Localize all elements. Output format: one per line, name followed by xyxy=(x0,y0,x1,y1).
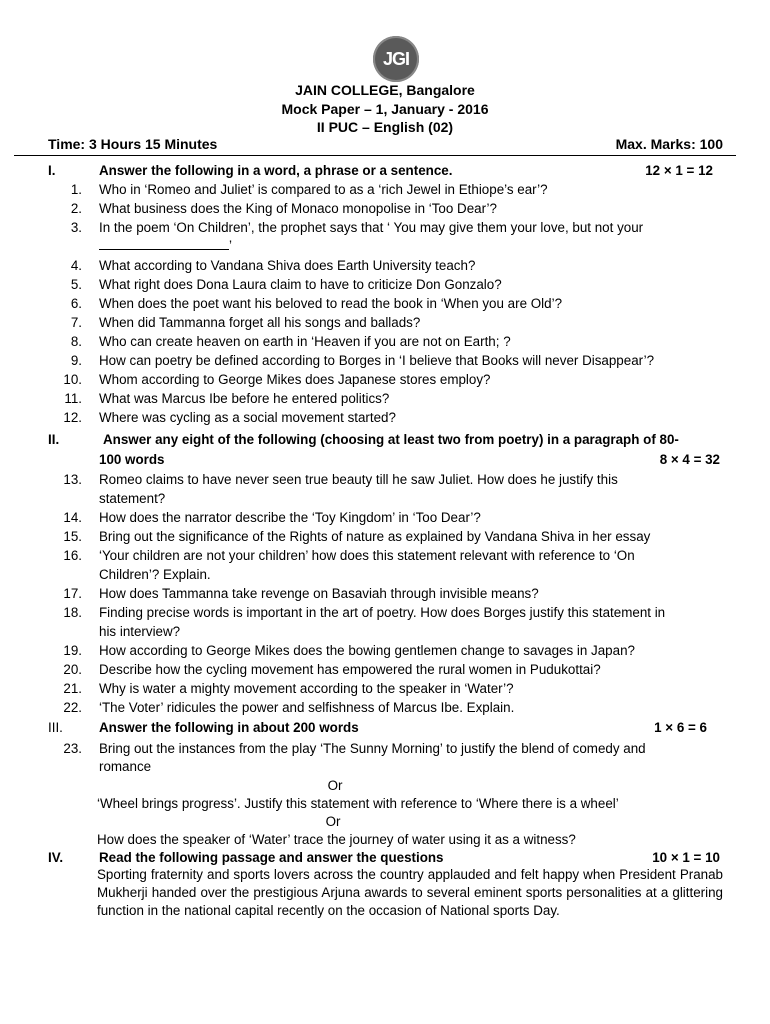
section-number: IV. xyxy=(48,850,64,865)
section-marks: 1 × 6 = 6 xyxy=(654,720,707,735)
question-number: 19. xyxy=(63,643,82,658)
question-row xyxy=(0,698,770,717)
section-number: II. xyxy=(48,432,60,447)
question-number: 20. xyxy=(63,662,82,677)
fill-blank xyxy=(99,237,229,250)
question-number: 3. xyxy=(70,220,82,235)
section-marks: 10 × 1 = 10 xyxy=(652,850,720,865)
question-number: 7. xyxy=(70,315,82,330)
question-row xyxy=(0,470,770,489)
question-text: What right does Dona Laura claim to have to criticize Don Gonzalo? xyxy=(99,277,502,292)
question-number: 18. xyxy=(63,605,82,620)
question-text: Where was cycling as a social movement started? xyxy=(99,410,396,425)
section-number: III. xyxy=(48,720,63,735)
question-number: 4. xyxy=(70,258,82,273)
or-label: Or xyxy=(327,778,343,793)
question-text: ‘The Voter’ ridicules the power and selfishness of Marcus Ibe. Explain. xyxy=(99,700,515,715)
section-title: Read the following passage and answer the questions xyxy=(99,850,444,865)
question-text: Whom according to George Mikes does Japanese stores employ? xyxy=(99,372,491,387)
question-row xyxy=(0,370,770,389)
question-text: Who can create heaven on earth in ‘Heaven if you are not on Earth; ? xyxy=(99,334,511,349)
question-continuation xyxy=(0,565,770,584)
section-heading-continuation xyxy=(0,450,770,469)
question-row xyxy=(0,546,770,565)
section-heading xyxy=(0,848,770,867)
question-text: Why is water a mighty movement according to the speaker in ‘Water’? xyxy=(99,681,514,696)
alternative-question xyxy=(0,830,770,849)
question-number: 13. xyxy=(63,472,82,487)
question-text: How does the narrator describe the ‘Toy Kingdom’ in ‘Too Dear’? xyxy=(99,510,481,525)
section-title: Answer the following in about 200 words xyxy=(99,720,359,735)
question-number: 23. xyxy=(63,741,82,756)
question-row xyxy=(0,275,770,294)
question-row xyxy=(0,332,770,351)
question-text: When did Tammanna forget all his songs and ballads? xyxy=(99,315,421,330)
question-text-continued: statement? xyxy=(99,491,166,506)
alternative-question xyxy=(0,794,770,813)
question-row xyxy=(0,603,770,622)
question-number: 16. xyxy=(63,548,82,563)
paper-title: Mock Paper – 1, January - 2016 xyxy=(281,101,489,117)
section-title: Answer the following in a word, a phrase or a sentence. xyxy=(99,163,453,178)
header-rule xyxy=(14,155,736,156)
alternative-text: How does the speaker of ‘Water’ trace the journey of water using it as a witness? xyxy=(97,832,576,847)
question-text: Describe how the cycling movement has empowered the rural women in Pudukottai? xyxy=(99,662,601,677)
subject-title: II PUC – English (02) xyxy=(316,119,454,135)
question-continuation xyxy=(0,489,770,508)
question-number: 5. xyxy=(70,277,82,292)
section-heading xyxy=(0,430,770,449)
question-text: Who in ‘Romeo and Juliet’ is compared to as a ‘rich Jewel in Ethiope’s ear’? xyxy=(99,182,548,197)
section-heading xyxy=(0,718,770,737)
logo-text: JGI xyxy=(382,48,409,69)
question-number: 15. xyxy=(63,529,82,544)
question-text: How according to George Mikes does the bowing gentlemen change to savages in Japan? xyxy=(99,643,635,658)
question-continuation xyxy=(0,622,770,641)
question-row xyxy=(0,313,770,332)
question-number: 14. xyxy=(63,510,82,525)
college-name: JAIN COLLEGE, Bangalore xyxy=(295,82,475,98)
question-text: How can poetry be defined according to Borges in ‘I believe that Books will never Disappear’? xyxy=(99,353,655,368)
question-row xyxy=(0,508,770,527)
question-number: 12. xyxy=(63,410,82,425)
question-number: 17. xyxy=(63,586,82,601)
question-number: 22. xyxy=(63,700,82,715)
question-number: 11. xyxy=(64,391,82,406)
question-text: When does the poet want his beloved to read the book in ‘When you are Old’? xyxy=(99,296,563,311)
question-text-continued: romance xyxy=(99,759,152,774)
or-label: Or xyxy=(325,814,341,829)
section-title: Answer any eight of the following (choosing at least two from poetry) in a paragraph of 80- xyxy=(103,432,679,447)
question-text-continued: his interview? xyxy=(99,624,181,639)
question-row xyxy=(0,180,770,199)
question-text: How does Tammanna take revenge on Basaviah through invisible means? xyxy=(99,586,539,601)
question-text: What business does the King of Monaco monopolise in ‘Too Dear’? xyxy=(99,201,497,216)
or-separator xyxy=(0,812,770,831)
closing-quote: ’ xyxy=(229,238,232,253)
question-row xyxy=(0,294,770,313)
question-number: 6. xyxy=(70,296,82,311)
question-row xyxy=(0,679,770,698)
max-marks-label: Max. Marks: 100 xyxy=(615,136,723,152)
question-continuation xyxy=(0,236,770,255)
question-row xyxy=(0,199,770,218)
question-text: Bring out the instances from the play ‘The Sunny Morning’ to justify the blend of comedy and xyxy=(99,741,646,756)
question-row xyxy=(0,218,770,237)
time-label: Time: 3 Hours 15 Minutes xyxy=(48,136,218,152)
section-marks: 8 × 4 = 32 xyxy=(659,452,720,467)
question-number: 8. xyxy=(70,334,82,349)
question-row xyxy=(0,351,770,370)
question-row xyxy=(0,256,770,275)
question-text: Bring out the significance of the Rights of nature as explained by Vandana Shiva in her essay xyxy=(99,529,651,544)
question-continuation xyxy=(0,757,770,776)
question-text: In the poem ‘On Children’, the prophet says that ‘ You may give them your love, but not your xyxy=(99,220,644,235)
question-text-continued: Children’? Explain. xyxy=(99,567,211,582)
time-marks-line xyxy=(48,136,723,152)
alternative-text: ‘Wheel brings progress’. Justify this statement with reference to ‘Where there is a wheel’ xyxy=(97,796,619,811)
question-number: 1. xyxy=(70,182,82,197)
section-heading xyxy=(0,161,770,180)
question-row xyxy=(0,660,770,679)
section-marks: 12 × 1 = 12 xyxy=(645,163,713,178)
question-row xyxy=(0,389,770,408)
question-number: 21. xyxy=(63,681,82,696)
section-title-continued: 100 words xyxy=(99,452,165,467)
question-text: Romeo claims to have never seen true beauty till he saw Juliet. How does he justify this xyxy=(99,472,618,487)
question-text: ‘Your children are not your children’ how does this statement relevant with reference to ‘On xyxy=(99,548,635,563)
or-separator xyxy=(0,776,770,795)
question-text: Finding precise words is important in the art of poetry. How does Borges justify this statement in xyxy=(99,605,666,620)
question-number: 2. xyxy=(70,201,82,216)
college-logo xyxy=(373,36,419,82)
question-row xyxy=(0,641,770,660)
question-row xyxy=(0,739,770,758)
question-text: What was Marcus Ibe before he entered politics? xyxy=(99,391,390,406)
question-row xyxy=(0,527,770,546)
question-number: 9. xyxy=(70,353,82,368)
question-row xyxy=(0,584,770,603)
question-row xyxy=(0,408,770,427)
section-number: I. xyxy=(48,163,56,178)
question-number: 10. xyxy=(63,372,82,387)
reading-passage: Sporting fraternity and sports lovers across the country applauded and felt happy when President Pranab Mukherji handed over the prestigious Arjuna awards to several eminent sports personalities at a glittering function in the national capital recently on the occasion of National sports Day. xyxy=(97,867,723,918)
question-text: What according to Vandana Shiva does Earth University teach? xyxy=(99,258,476,273)
